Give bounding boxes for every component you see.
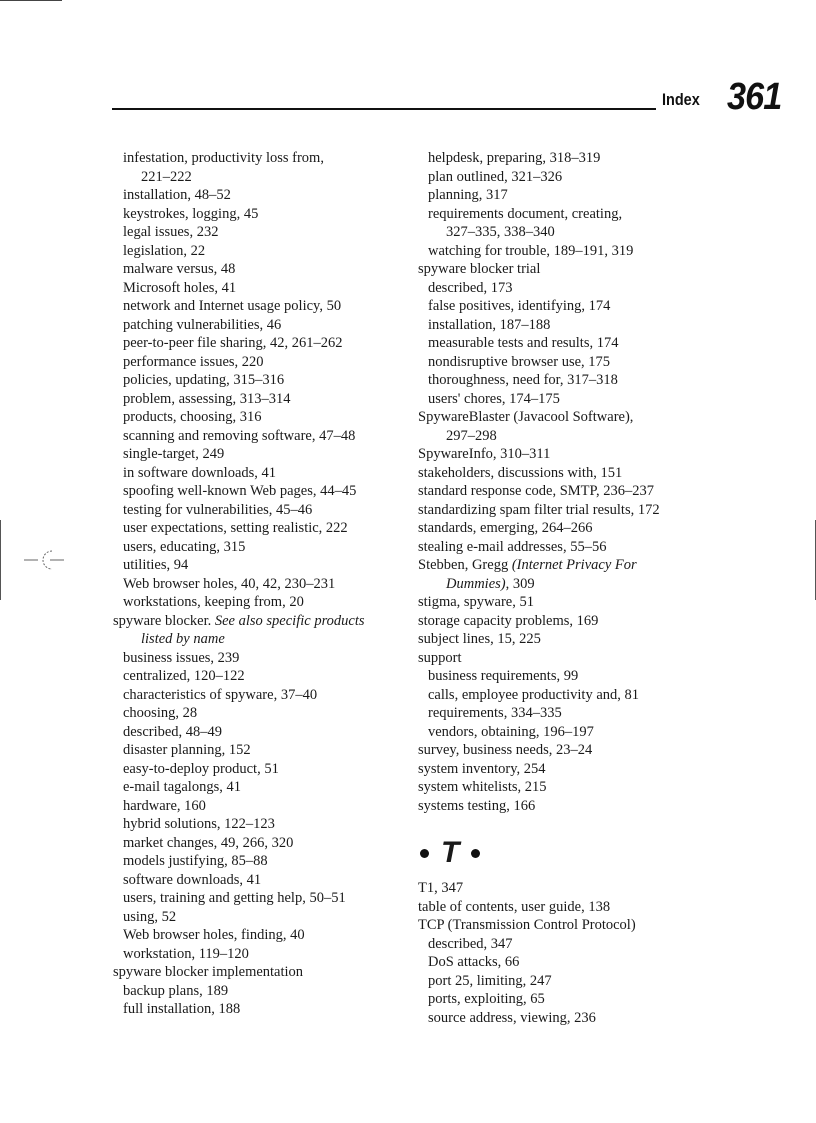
entry-text: standardizing spam filter trial results, 172	[418, 501, 660, 518]
index-entry	[418, 704, 738, 723]
entry-text: keystrokes, logging, 45	[123, 205, 259, 222]
entry-text: market changes, 49, 266, 320	[123, 834, 294, 851]
entry-text: using, 52	[123, 908, 177, 925]
entry-text: nondisruptive browser use, 175	[428, 353, 611, 370]
entry-text: SpywareInfo, 310–311	[418, 446, 551, 462]
entry-text: choosing, 28	[123, 705, 198, 721]
index-entry	[113, 778, 413, 797]
index-entry	[113, 186, 413, 205]
index-column-right	[418, 149, 738, 1027]
index-entry	[113, 871, 413, 890]
entry-text: TCP (Transmission Control Protocol)	[418, 917, 636, 933]
index-entry	[113, 926, 413, 945]
entry-text: users, educating, 315	[123, 538, 246, 555]
entry-text: described, 347	[428, 935, 513, 952]
entry-text: e-mail tagalongs, 41	[123, 779, 241, 795]
entry-text: plan outlined, 321–326	[428, 168, 563, 185]
index-entry	[113, 242, 413, 261]
entry-text: full installation, 188	[123, 1001, 241, 1017]
index-entry	[113, 797, 413, 816]
entry-text: stealing e-mail addresses, 55–56	[418, 538, 607, 555]
entry-text: users' chores, 174–175	[428, 390, 560, 407]
entry-text: software downloads, 41	[123, 871, 262, 888]
index-entry	[113, 815, 413, 834]
index-entry	[113, 908, 413, 927]
index-entry	[418, 741, 738, 760]
index-entry	[418, 797, 738, 816]
index-entry	[418, 205, 738, 224]
index-entry	[418, 760, 738, 779]
index-entry	[113, 445, 413, 464]
index-entry	[113, 464, 413, 483]
entry-text: malware versus, 48	[123, 261, 236, 277]
index-entry	[418, 556, 738, 575]
entry-text: standards, emerging, 264–266	[418, 520, 593, 536]
entry-text: ports, exploiting, 65	[428, 991, 545, 1007]
running-header-label: Index	[662, 90, 700, 109]
entry-text: policies, updating, 315–316	[123, 372, 285, 388]
entry-text: network and Internet usage policy, 50	[123, 298, 342, 314]
index-entry	[113, 353, 413, 372]
index-column-left	[113, 149, 413, 1019]
index-entry	[113, 297, 413, 316]
entry-text: support	[418, 649, 462, 666]
index-entry	[418, 464, 738, 483]
index-entry	[418, 667, 738, 686]
entry-text: utilities, 94	[123, 557, 189, 573]
index-entry	[418, 593, 738, 612]
entry-text: thoroughness, need for, 317–318	[428, 372, 618, 388]
entry-text: problem, assessing, 313–314	[123, 390, 291, 407]
index-entry	[418, 316, 738, 335]
index-right-entries	[418, 149, 738, 815]
entry-text: easy-to-deploy product, 51	[123, 760, 279, 777]
entry-text: hardware, 160	[123, 797, 206, 814]
index-entry	[418, 953, 738, 972]
entry-text: watching for trouble, 189–191, 319	[428, 242, 634, 259]
entry-text: spoofing well-known Web pages, 44–45	[123, 483, 357, 499]
index-entry	[113, 556, 413, 575]
entry-text: T1, 347	[418, 880, 464, 896]
entry-text: spyware blocker.	[113, 612, 215, 629]
entry-text: business issues, 239	[123, 649, 240, 666]
entry-text: infestation, productivity loss from,	[123, 150, 324, 166]
index-entry	[113, 408, 413, 427]
entry-text: requirements, 334–335	[428, 705, 562, 721]
index-entry	[113, 149, 413, 168]
entry-text: port 25, limiting, 247	[428, 972, 552, 989]
entry-text: subject lines, 15, 225	[418, 631, 541, 647]
index-entry	[418, 538, 738, 557]
entry-text: performance issues, 220	[123, 353, 264, 370]
entry-text: system inventory, 254	[418, 760, 546, 777]
entry-text: source address, viewing, 236	[428, 1009, 596, 1026]
header-rule	[112, 108, 656, 110]
entry-text: stakeholders, discussions with, 151	[418, 464, 623, 481]
entry-text: calls, employee productivity and, 81	[428, 686, 640, 703]
index-entry	[113, 334, 413, 353]
index-entry	[418, 408, 738, 427]
index-entry	[418, 612, 738, 631]
index-entry	[113, 667, 413, 686]
index-entry	[113, 205, 413, 224]
entry-text: requirements document, creating,	[428, 205, 623, 222]
entry-text: described, 48–49	[123, 723, 223, 740]
index-entry	[418, 242, 738, 261]
index-entry	[113, 649, 413, 668]
index-entry	[418, 879, 738, 898]
entry-text: workstation, 119–120	[123, 945, 249, 962]
entry-text: disaster planning, 152	[123, 742, 251, 758]
section-letter: T	[441, 835, 460, 869]
index-entry	[418, 482, 738, 501]
bullet-icon	[471, 849, 480, 858]
index-entry	[418, 186, 738, 205]
index-entry	[113, 852, 413, 871]
entry-text: table of contents, user guide, 138	[418, 898, 611, 915]
entry-text: SpywareBlaster (Javacool Software),	[418, 409, 634, 425]
entry-text: patching vulnerabilities, 46	[123, 316, 282, 333]
entry-text: legislation, 22	[123, 242, 206, 259]
entry-text: storage capacity problems, 169	[418, 612, 599, 629]
index-entry	[418, 297, 738, 316]
index-entry	[418, 649, 738, 668]
entry-text: vendors, obtaining, 196–197	[428, 723, 594, 740]
index-entry	[418, 223, 738, 242]
entry-text: installation, 187–188	[428, 316, 551, 333]
index-entry	[418, 723, 738, 742]
index-entry	[418, 427, 738, 446]
index-entry	[418, 972, 738, 991]
index-entry	[418, 390, 738, 409]
section-heading-t	[418, 815, 738, 879]
entry-text: Stebben, Gregg	[418, 557, 512, 573]
index-entry	[418, 1009, 738, 1028]
index-entry	[418, 501, 738, 520]
index-entry	[418, 168, 738, 187]
entry-text: measurable tests and results, 174	[428, 335, 619, 351]
index-entry	[418, 260, 738, 279]
index-entry	[113, 482, 413, 501]
entry-text: planning, 317	[428, 187, 508, 203]
index-entry	[418, 916, 738, 935]
index-entry	[113, 723, 413, 742]
entry-italic-text: (Internet Privacy For	[511, 557, 637, 573]
entry-text: DoS attacks, 66	[428, 954, 520, 970]
index-entry	[418, 575, 738, 594]
index-entry	[113, 427, 413, 446]
entry-text: installation, 48–52	[123, 187, 231, 203]
index-entry	[113, 223, 413, 242]
entry-text: systems testing, 166	[418, 797, 536, 814]
entry-italic-text: listed by name	[141, 631, 225, 647]
index-entry	[113, 945, 413, 964]
entry-text: business requirements, 99	[428, 668, 579, 684]
index-entry	[113, 371, 413, 390]
index-entry	[113, 538, 413, 557]
page-number: 361	[727, 76, 782, 118]
index-entry	[418, 149, 738, 168]
crop-mark-top	[0, 0, 62, 1]
index-entry	[113, 760, 413, 779]
index-entry	[113, 741, 413, 760]
index-entry	[418, 279, 738, 298]
entry-text: survey, business needs, 23–24	[418, 742, 593, 758]
entry-text: workstations, keeping from, 20	[123, 594, 304, 610]
entry-text: models justifying, 85–88	[123, 853, 268, 869]
index-entry	[418, 371, 738, 390]
index-entry	[418, 898, 738, 917]
index-entry	[113, 390, 413, 409]
index-entry	[418, 334, 738, 353]
bullet-icon	[420, 849, 429, 858]
entry-text: legal issues, 232	[123, 224, 219, 240]
entry-text: helpdesk, preparing, 318–319	[428, 150, 601, 166]
entry-text: single-target, 249	[123, 446, 225, 462]
entry-text: products, choosing, 316	[123, 409, 262, 425]
index-section-t-entries	[418, 879, 738, 1027]
index-entry	[113, 1000, 413, 1019]
index-entry	[113, 260, 413, 279]
index-entry	[113, 889, 413, 908]
entry-text: system whitelists, 215	[418, 779, 547, 795]
index-entry	[418, 353, 738, 372]
entry-text: in software downloads, 41	[123, 464, 277, 481]
entry-text: false positives, identifying, 174	[428, 298, 611, 314]
index-entry	[113, 501, 413, 520]
entry-text-after: , 309	[505, 575, 535, 592]
entry-text: scanning and removing software, 47–48	[123, 427, 356, 444]
index-entry	[418, 445, 738, 464]
entry-text: peer-to-peer file sharing, 42, 261–262	[123, 335, 343, 351]
index-entry	[113, 519, 413, 538]
index-entry	[113, 963, 413, 982]
index-entry	[113, 575, 413, 594]
index-entry	[418, 630, 738, 649]
index-entry	[113, 686, 413, 705]
entry-text: backup plans, 189	[123, 982, 229, 999]
index-entry	[113, 593, 413, 612]
entry-text: spyware blocker implementation	[113, 964, 304, 980]
index-entry	[418, 935, 738, 954]
index-entry	[113, 834, 413, 853]
registration-mark-icon	[24, 548, 64, 572]
index-entry	[418, 990, 738, 1009]
index-entry	[418, 686, 738, 705]
index-entry	[113, 704, 413, 723]
entry-text: 297–298	[446, 427, 497, 444]
entry-text: standard response code, SMTP, 236–237	[418, 483, 655, 499]
entry-text: user expectations, setting realistic, 222	[123, 520, 348, 536]
crop-mark-left	[0, 520, 1, 600]
entry-text: stigma, spyware, 51	[418, 594, 534, 610]
index-entry	[113, 168, 413, 187]
entry-text: Web browser holes, 40, 42, 230–231	[123, 575, 336, 592]
entry-text: Web browser holes, finding, 40	[123, 927, 305, 943]
index-entry	[113, 630, 413, 649]
entry-text: described, 173	[428, 279, 513, 296]
entry-text: characteristics of spyware, 37–40	[123, 686, 318, 703]
index-entry	[113, 982, 413, 1001]
entry-text: 221–222	[141, 168, 192, 185]
entry-italic-text: See also specific products	[214, 612, 365, 629]
entry-text: spyware blocker trial	[418, 261, 541, 277]
index-entry	[418, 519, 738, 538]
entry-text: hybrid solutions, 122–123	[123, 816, 275, 832]
index-entry	[113, 279, 413, 298]
entry-text: Microsoft holes, 41	[123, 279, 237, 296]
index-entry	[113, 316, 413, 335]
entry-italic-text: Dummies)	[446, 575, 506, 592]
entry-text: 327–335, 338–340	[446, 224, 555, 240]
entry-text: testing for vulnerabilities, 45–46	[123, 501, 313, 518]
entry-text: users, training and getting help, 50–51	[123, 890, 346, 906]
index-entry	[418, 778, 738, 797]
index-entry	[113, 612, 413, 631]
entry-text: centralized, 120–122	[123, 668, 245, 684]
